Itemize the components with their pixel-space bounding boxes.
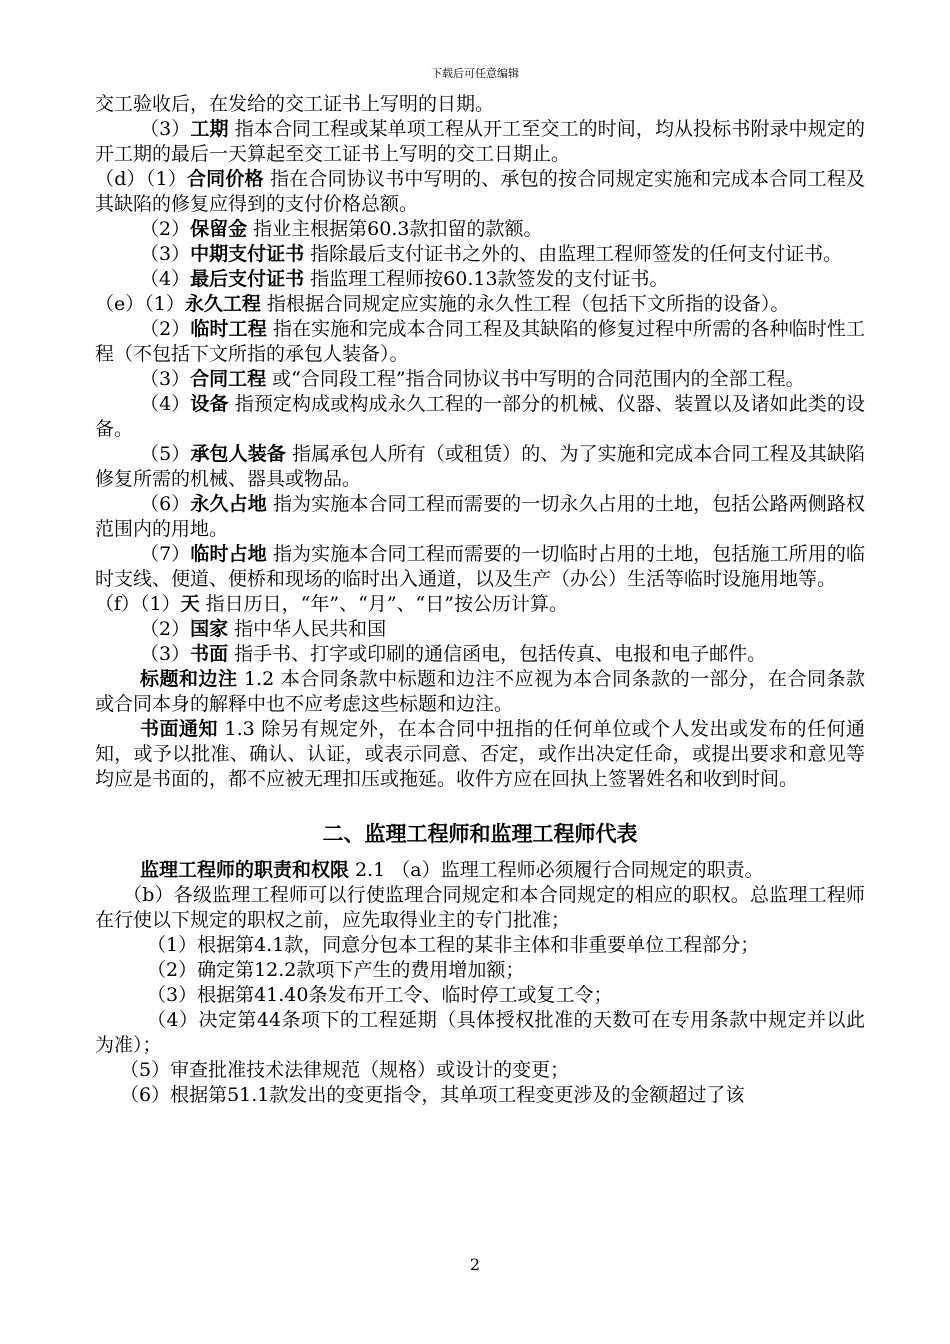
paragraph-text: （1）根据第4.1款，同意分包本工程的某非主体和非重要单位工程部分； [147,934,760,956]
paragraph-text: 交工验收后，在发给的交工证书上写明的日期。 [95,93,495,115]
defined-term: 临时占地 [190,543,267,565]
paragraph-text: 指在合同协议书中写明的、承包的按合同规定实施和完成本合同工程及其缺陷的修复应得到的支付价格总额。 [95,168,865,215]
paragraph [95,167,865,217]
paragraph [95,217,865,242]
clause-number: （4） [140,268,191,290]
paragraph [95,492,865,542]
document-body [95,92,865,1108]
paragraph-text: 1.2 本合同条款中标题和边注不应视为本合同条款的一部分，在合同条款或合同本身的解释中也不应考虑这些标题和边注。 [95,668,865,715]
paragraph [95,858,865,883]
clause-number: （e）（1） [95,293,185,315]
paragraph [95,267,865,292]
paragraph-text: （3）根据第41.40条发布开工令、临时停工或复工令； [147,984,613,1006]
clause-number: （6） [140,493,191,515]
defined-term: 保留金 [190,218,248,240]
defined-term: 最后支付证书 [190,268,305,290]
definitions-section [95,92,865,792]
paragraph [95,92,865,117]
paragraph-text: 指监理工程师按60.13款签发的支付证书。 [304,268,669,290]
paragraph-text: 指属承包人所有（或租赁）的、为了实施和完成本合同工程及其缺陷修复所需的机械、器具或物品。 [95,443,865,490]
defined-term: 书面 [190,643,229,665]
paragraph-text: 指除最后支付证书之外的、由监理工程师签发的任何支付证书。 [304,243,843,265]
paragraph [95,1058,865,1083]
paragraph-text: 2.1 （a）监理工程师必须履行合同规定的职责。 [349,859,764,881]
page-header: 下载后可任意编辑 [431,67,519,80]
defined-term: 永久占地 [190,493,267,515]
paragraph-text: 指在实施和完成本合同工程及其缺陷的修复过程中所需的各种临时性工程（不包括下文所指的承包人装备）。 [95,318,865,365]
defined-term: 书面通知 [140,718,218,740]
clause-number: （7） [140,543,191,565]
engineer-duties-section [95,858,865,1108]
defined-term: 国家 [190,618,229,640]
clause-number: （3） [140,118,191,140]
paragraph [95,933,865,958]
paragraph-text: 指为实施本合同工程而需要的一切永久占用的土地，包括公路两侧路权范围内的用地。 [95,493,865,540]
clause-number: （2） [140,318,191,340]
paragraph [95,242,865,267]
paragraph-text: 指手书、打字或印刷的通信函电，包括传真、电报和电子邮件。 [228,643,767,665]
clause-number: （2） [140,618,191,640]
paragraph-text: 1.3 除另有规定外，在本合同中扭指的任何单位或个人发出或发布的任何通知，或予以批准、确认、认证，或表示同意、否定，或作出决定任命，或提出要求和意见等均应是书面的，都不应被无理扣压或拖延。收件方应在回执上签署姓名和收到时间。 [95,718,865,790]
clause-number: （3） [140,643,191,665]
paragraph [95,442,865,492]
paragraph [95,717,865,792]
paragraph-text: （5）审查批准技术法律规范（规格）或设计的变更； [120,1059,570,1081]
defined-term: 合同价格 [186,168,264,190]
defined-term: 工期 [190,118,229,140]
defined-term: 天 [180,593,200,615]
clause-number: （2） [140,218,191,240]
clause-number: （d）（1） [95,168,187,190]
paragraph [95,392,865,442]
paragraph-text: 指为实施本合同工程而需要的一切临时占用的土地，包括施工所用的临时支线、便道、便桥和现场的临时出入通道，以及生产（办公）生活等临时设施用地等。 [95,543,865,590]
paragraph-text: 指日历日，“年”、“月”、“日”按公历计算。 [199,593,568,615]
paragraph-text: （2）确定第12.2款项下产生的费用增加额； [147,959,525,981]
paragraph [95,883,865,933]
defined-term: 合同工程 [190,368,267,390]
clause-number: （3） [140,368,191,390]
paragraph [95,1008,865,1058]
defined-term: 永久工程 [184,293,261,315]
paragraph [95,367,865,392]
defined-term: 承包人装备 [190,443,286,465]
paragraph-text: 指本合同工程或某单项工程从开工至交工的时间，均从投标书附录中规定的开工期的最后一天算起至交工证书上写明的交工日期止。 [95,118,865,165]
clause-number: （f）（1） [95,593,181,615]
paragraph [95,317,865,367]
paragraph [95,958,865,983]
defined-term: 设备 [190,393,229,415]
defined-term: 临时工程 [190,318,267,340]
defined-term: 中期支付证书 [190,243,305,265]
paragraph-text: （4）决定第44条项下的工程延期（具体授权批准的天数可在专用条款中规定并以此为准）； [95,1009,865,1056]
paragraph-text: 或“合同段工程”指合同协议书中写明的合同范围内的全部工程。 [266,368,805,390]
page-number: 2 [469,1255,481,1274]
paragraph [95,642,865,667]
paragraph-text: （b）各级监理工程师可以行使监理合同规定和本合同规定的相应的职权。总监理工程师在行使以下规定的职权之前，应先取得业主的专门批准； [95,884,865,931]
paragraph-text: 指业主根据第60.3款扣留的款额。 [247,218,543,240]
paragraph [95,1083,865,1108]
paragraph [95,117,865,167]
paragraph-text: 指预定构成或构成永久工程的一部分的机械、仪器、装置以及诸如此类的设备。 [95,393,865,440]
clause-number: （3） [140,243,191,265]
defined-term: 监理工程师的职责和权限 [140,859,350,881]
paragraph-text: 指根据合同规定应实施的永久性工程（包括下文所指的设备）。 [260,293,790,315]
section-title: 二、监理工程师和监理工程师代表 [322,822,638,846]
paragraph [95,592,865,617]
paragraph [95,292,865,317]
clause-number: （5） [140,443,191,465]
defined-term: 标题和边注 [140,668,238,690]
paragraph [95,617,865,642]
paragraph-text: （6）根据第51.1款发出的变更指令，其单项工程变更涉及的金额超过了该 [120,1084,745,1106]
clause-number: （4） [140,393,191,415]
paragraph [95,667,865,717]
paragraph [95,983,865,1008]
paragraph-text: 指中华人民共和国 [228,618,387,640]
paragraph [95,542,865,592]
